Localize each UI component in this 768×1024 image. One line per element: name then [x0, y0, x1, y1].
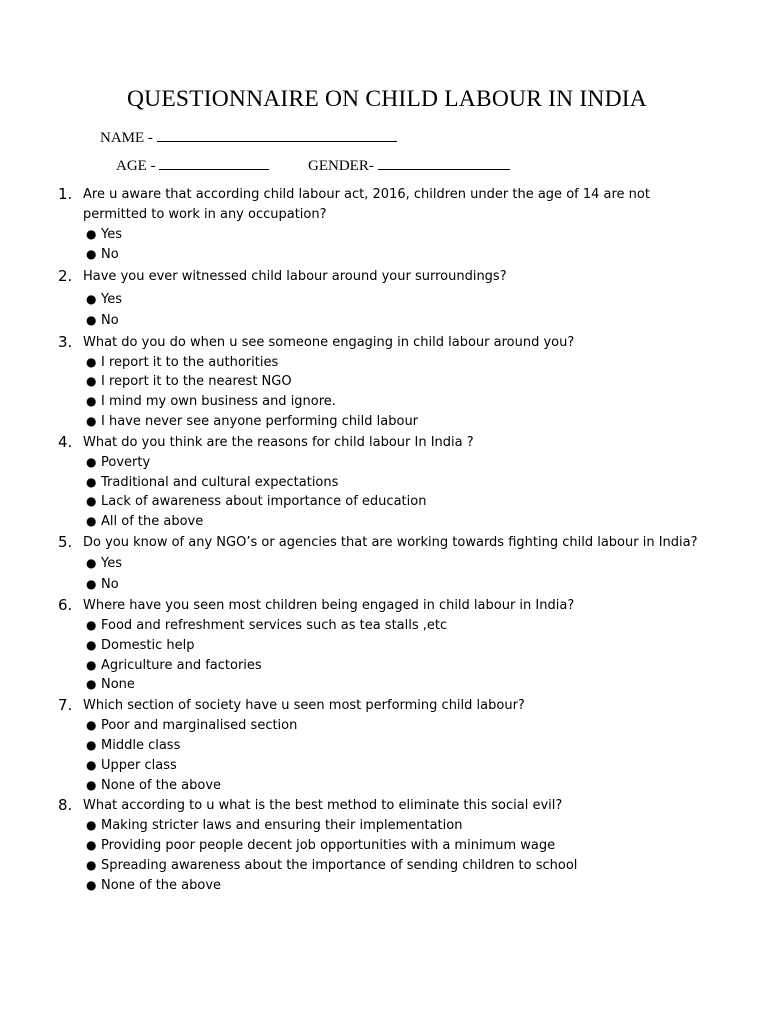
option-item[interactable] [0, 310, 768, 331]
age-label: AGE - [116, 158, 156, 174]
bullet-icon: ● [86, 637, 97, 652]
option-label: Spreading awareness about the importance of sending children to school [101, 857, 578, 873]
bullet-icon: ● [86, 737, 97, 752]
option-label: Middle class [101, 737, 181, 753]
bullet-icon: ● [86, 227, 97, 241]
option-item[interactable] [0, 776, 768, 796]
option-label: I mind my own business and ignore. [101, 394, 336, 410]
question-text: Which section of society have u seen most performing child labour? [83, 698, 525, 714]
option-item[interactable] [0, 553, 768, 574]
bullet-icon: ● [86, 617, 97, 632]
option-item[interactable] [0, 675, 768, 695]
bullet-icon: ● [86, 454, 97, 469]
bullet-icon: ● [86, 494, 97, 509]
page-title: QUESTIONNAIRE ON CHILD LABOUR IN INDIA [127, 86, 647, 112]
bullet-icon: ● [86, 657, 97, 672]
option-item[interactable] [0, 412, 768, 432]
option-label: Traditional and cultural expectations [101, 474, 339, 490]
age-row [116, 155, 269, 175]
question-number: 3. [58, 332, 73, 351]
question-5 [0, 532, 768, 595]
question-number: 2. [58, 266, 73, 285]
bullet-icon: ● [86, 877, 97, 892]
option-label: All of the above [101, 514, 204, 530]
option-item[interactable] [0, 836, 768, 856]
gender-label: GENDER- [308, 158, 374, 174]
option-label: I report it to the nearest NGO [101, 374, 292, 390]
question-number: 4. [58, 432, 73, 451]
option-label: Domestic help [101, 637, 195, 653]
question-text: What do you do when u see someone engaging in child labour around you? [83, 334, 575, 350]
name-row [100, 127, 397, 147]
bullet-icon: ● [86, 354, 97, 369]
bullet-icon: ● [86, 576, 97, 591]
bullet-icon: ● [86, 857, 97, 872]
option-label: Upper class [101, 757, 177, 773]
option-label: Making stricter laws and ensuring their implementation [101, 818, 463, 834]
question-text: Are u aware that according child labour act, 2016, children under the age of 14 are not permitted to work in any occupation? [83, 187, 650, 222]
question-3 [0, 332, 768, 432]
option-label: No [101, 576, 119, 592]
name-field[interactable] [157, 127, 397, 142]
bullet-icon: ● [86, 838, 97, 853]
name-label: NAME - [100, 130, 153, 146]
bullet-icon: ● [86, 374, 97, 389]
option-item[interactable] [0, 289, 768, 310]
question-6 [0, 595, 768, 695]
option-label: No [101, 312, 119, 328]
question-number: 6. [58, 595, 73, 614]
option-item[interactable] [0, 372, 768, 392]
question-text: What do you think are the reasons for child labour In India ? [83, 434, 474, 450]
option-label: None [101, 677, 135, 693]
bullet-icon: ● [86, 246, 97, 261]
option-item[interactable] [0, 716, 768, 736]
question-2 [0, 266, 768, 331]
question-number: 7. [58, 696, 73, 715]
bullet-icon: ● [86, 677, 97, 692]
option-item[interactable] [0, 353, 768, 373]
option-item[interactable] [0, 636, 768, 656]
option-item[interactable] [0, 512, 768, 532]
option-item[interactable] [0, 245, 768, 265]
question-1 [0, 184, 768, 265]
question-number: 8. [58, 796, 73, 815]
option-item[interactable] [0, 492, 768, 512]
age-field[interactable] [159, 155, 269, 170]
gender-field[interactable] [378, 155, 510, 170]
question-7 [0, 695, 768, 795]
bullet-icon: ● [86, 312, 97, 327]
option-label: Providing poor people decent job opportunities with a minimum wage [101, 838, 556, 854]
option-label: None of the above [101, 777, 222, 793]
option-item[interactable] [0, 616, 768, 636]
option-label: I have never see anyone performing child labour [101, 413, 419, 429]
option-item[interactable] [0, 816, 768, 836]
question-4 [0, 432, 768, 532]
question-text: Where have you seen most children being engaged in child labour in India? [83, 597, 575, 613]
option-item[interactable] [0, 473, 768, 493]
option-label: Yes [101, 555, 122, 571]
bullet-icon: ● [86, 718, 97, 733]
bullet-icon: ● [86, 555, 97, 570]
option-item[interactable] [0, 736, 768, 756]
option-item[interactable] [0, 392, 768, 412]
bullet-icon: ● [86, 514, 97, 529]
option-label: Agriculture and factories [101, 657, 262, 673]
question-text: Have you ever witnessed child labour around your surroundings? [83, 268, 507, 284]
option-label: No [101, 246, 119, 262]
option-label: Food and refreshment services such as tea stalls ,etc [101, 617, 448, 633]
question-8 [0, 795, 768, 895]
option-item[interactable] [0, 876, 768, 896]
option-label: I report it to the authorities [101, 354, 279, 370]
bullet-icon: ● [86, 474, 97, 489]
option-item[interactable] [0, 225, 768, 245]
option-label: Poverty [101, 454, 151, 470]
bullet-icon: ● [86, 818, 97, 833]
question-text: Do you know of any NGO’s or agencies that are working towards fighting child labour in India? [83, 534, 698, 550]
bullet-icon: ● [86, 757, 97, 772]
gender-row [308, 155, 510, 175]
question-number: 1. [58, 185, 73, 203]
option-item[interactable] [0, 574, 768, 595]
option-label: Poor and marginalised section [101, 718, 298, 734]
option-label: None of the above [101, 877, 222, 893]
bullet-icon: ● [86, 394, 97, 409]
option-item[interactable] [0, 856, 768, 876]
option-label: Yes [101, 227, 122, 242]
option-label: Yes [101, 291, 122, 307]
bullet-icon: ● [86, 413, 97, 428]
bullet-icon: ● [86, 777, 97, 792]
question-number: 5. [58, 532, 73, 551]
question-text: What according to u what is the best method to eliminate this social evil? [83, 798, 563, 814]
bullet-icon: ● [86, 291, 97, 306]
questions-list [0, 184, 768, 896]
option-item[interactable] [0, 453, 768, 473]
option-label: Lack of awareness about importance of education [101, 494, 427, 510]
option-item[interactable] [0, 656, 768, 676]
option-item[interactable] [0, 756, 768, 776]
